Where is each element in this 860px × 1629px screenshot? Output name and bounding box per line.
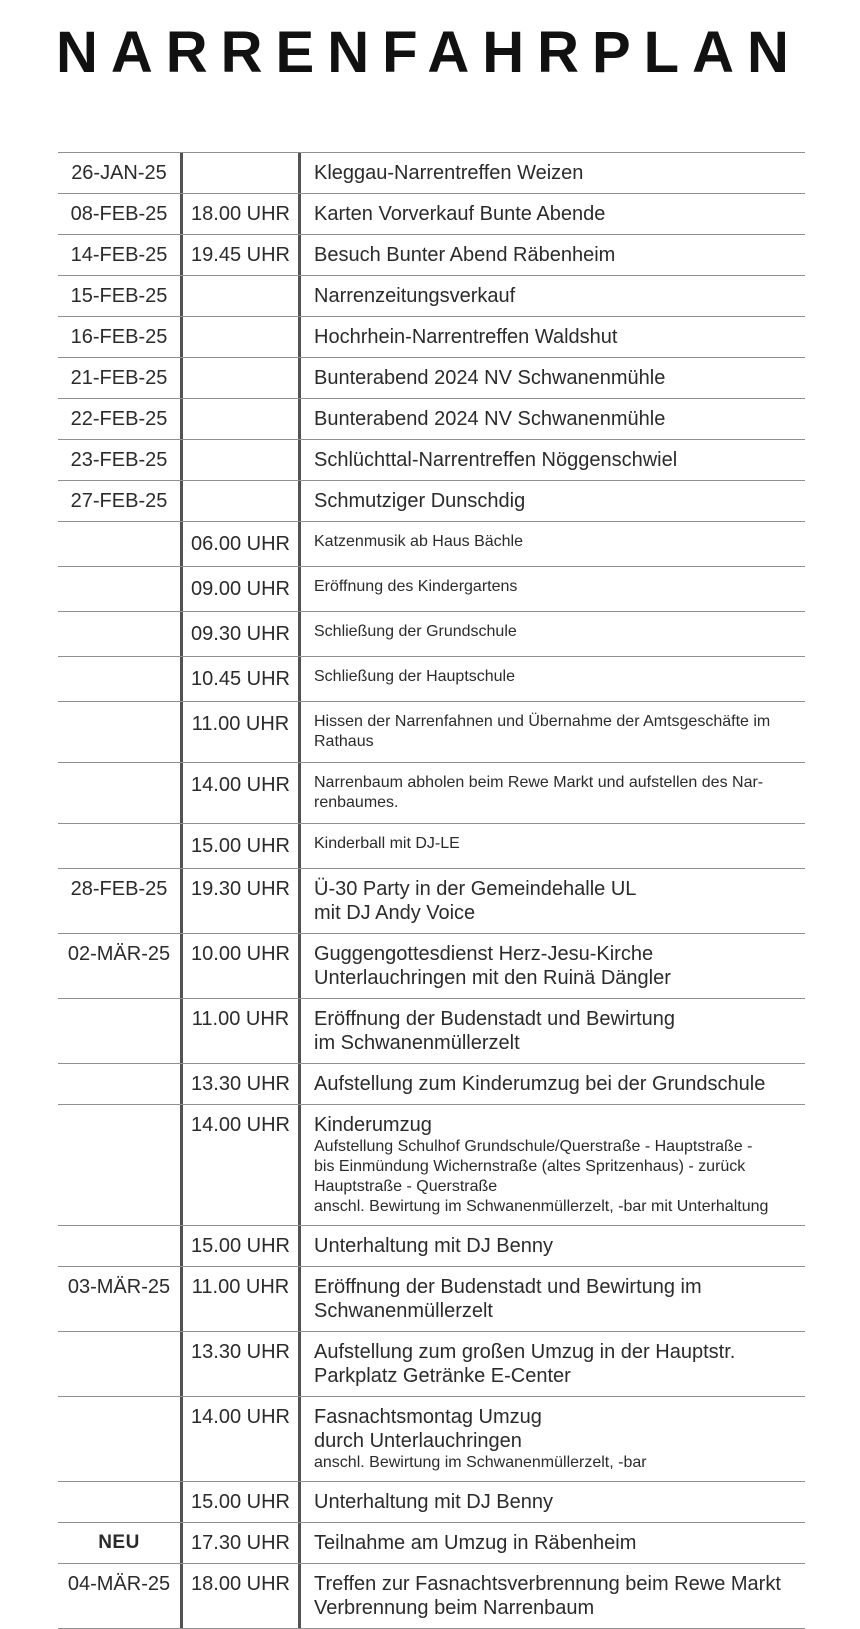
event-line: Narrenbaum abholen beim Rewe Markt und aufstellen des Nar- bbox=[314, 774, 764, 791]
event-line: Aufstellung Schulhof Grundschule/Querstraße - Hauptstraße - bbox=[314, 1138, 753, 1155]
event-line: Schwanenmüllerzelt bbox=[314, 1300, 493, 1322]
time-cell: 14.00 UHR bbox=[180, 1397, 298, 1481]
time-cell: 14.00 UHR bbox=[180, 1105, 298, 1225]
event-line: Bunterabend 2024 NV Schwanenmühle bbox=[314, 408, 666, 430]
event-cell bbox=[298, 358, 805, 398]
schedule-row bbox=[58, 1331, 805, 1396]
event-line: renbaumes. bbox=[314, 794, 399, 811]
event-cell bbox=[298, 567, 805, 611]
schedule-row bbox=[58, 521, 805, 566]
schedule-row bbox=[58, 998, 805, 1063]
time-cell: 13.30 UHR bbox=[180, 1332, 298, 1396]
schedule-row bbox=[58, 439, 805, 480]
time-cell bbox=[180, 358, 298, 398]
date-cell bbox=[58, 763, 180, 823]
event-cell bbox=[298, 440, 805, 480]
schedule-row bbox=[58, 1266, 805, 1331]
time-cell: 10.00 UHR bbox=[180, 934, 298, 998]
date-cell bbox=[58, 612, 180, 656]
event-cell bbox=[298, 194, 805, 234]
time-cell: 11.00 UHR bbox=[180, 1267, 298, 1331]
time-cell: 15.00 UHR bbox=[180, 1226, 298, 1266]
event-cell bbox=[298, 522, 805, 566]
event-line: Parkplatz Getränke E-Center bbox=[314, 1365, 571, 1387]
date-cell bbox=[58, 702, 180, 762]
time-cell: 11.00 UHR bbox=[180, 999, 298, 1063]
date-cell: 21-FEB-25 bbox=[70, 367, 168, 389]
time-cell: 18.00 UHR bbox=[180, 194, 298, 234]
schedule-row bbox=[58, 1396, 805, 1481]
date-cell bbox=[58, 1332, 180, 1396]
schedule-row bbox=[58, 1225, 805, 1266]
event-line: Besuch Bunter Abend Räbenheim bbox=[314, 244, 616, 266]
event-cell bbox=[298, 1564, 805, 1628]
date-cell bbox=[58, 1482, 180, 1522]
date-cell: 16-FEB-25 bbox=[70, 326, 168, 348]
date-cell: 04-MÄR-25 bbox=[67, 1573, 171, 1595]
event-cell bbox=[298, 702, 805, 762]
event-line: Ü-30 Party in der Gemeindehalle UL bbox=[314, 878, 637, 900]
event-line: Treffen zur Fasnachtsverbrennung beim Rewe Markt bbox=[314, 1573, 781, 1595]
event-cell bbox=[298, 999, 805, 1063]
schedule-row bbox=[58, 398, 805, 439]
event-line: Fasnachtsmontag Umzug bbox=[314, 1406, 542, 1428]
schedule-row bbox=[58, 357, 805, 398]
event-line: Eröffnung der Budenstadt und Bewirtung bbox=[314, 1008, 675, 1030]
event-line: bis Einmündung Wichernstraße (altes Spritzenhaus) - zurück bbox=[314, 1158, 746, 1175]
time-cell: 17.30 UHR bbox=[180, 1523, 298, 1563]
event-line: mit DJ Andy Voice bbox=[314, 902, 476, 924]
time-cell: 09.00 UHR bbox=[180, 567, 298, 611]
event-cell bbox=[298, 1332, 805, 1396]
event-line: Schließung der Grundschule bbox=[314, 623, 517, 640]
event-cell bbox=[298, 399, 805, 439]
time-cell bbox=[180, 399, 298, 439]
event-line: Hissen der Narrenfahnen und Übernahme der Amtsgeschäfte im bbox=[314, 713, 771, 730]
event-cell bbox=[298, 1482, 805, 1522]
event-cell bbox=[298, 612, 805, 656]
event-line: Schmutziger Dunschdig bbox=[314, 490, 526, 512]
time-cell bbox=[180, 440, 298, 480]
date-cell bbox=[58, 1105, 180, 1225]
event-line: Eröffnung des Kindergartens bbox=[314, 578, 518, 595]
schedule-table bbox=[58, 152, 805, 1629]
time-cell: 18.00 UHR bbox=[180, 1564, 298, 1628]
event-cell bbox=[298, 1064, 805, 1104]
event-line: Hochrhein-Narrentreffen Waldshut bbox=[314, 326, 618, 348]
date-cell bbox=[58, 824, 180, 868]
event-line: Aufstellung zum großen Umzug in der Hauptstr. bbox=[314, 1341, 736, 1363]
time-cell: 06.00 UHR bbox=[180, 522, 298, 566]
event-line: Bunterabend 2024 NV Schwanenmühle bbox=[314, 367, 666, 389]
event-cell bbox=[298, 934, 805, 998]
schedule-row bbox=[58, 656, 805, 701]
event-cell bbox=[298, 235, 805, 275]
date-cell: 26-JAN-25 bbox=[71, 162, 167, 184]
date-cell: 15-FEB-25 bbox=[70, 285, 168, 307]
schedule-row bbox=[58, 316, 805, 357]
schedule-row bbox=[58, 193, 805, 234]
event-line: Rathaus bbox=[314, 733, 374, 750]
date-cell: NEU bbox=[98, 1532, 140, 1553]
event-cell bbox=[298, 657, 805, 701]
event-line: Unterlauchringen mit den Ruinä Dängler bbox=[314, 967, 671, 989]
event-line: Hauptstraße - Querstraße bbox=[314, 1178, 498, 1195]
event-cell bbox=[298, 763, 805, 823]
date-cell: 03-MÄR-25 bbox=[67, 1276, 171, 1298]
date-cell bbox=[58, 522, 180, 566]
event-line: Kinderball mit DJ-LE bbox=[314, 835, 460, 852]
event-cell bbox=[298, 153, 805, 193]
event-line: Aufstellung zum Kinderumzug bei der Grundschule bbox=[314, 1073, 766, 1095]
time-cell: 15.00 UHR bbox=[180, 824, 298, 868]
date-cell: 28-FEB-25 bbox=[70, 878, 168, 900]
schedule-row bbox=[58, 1481, 805, 1522]
event-line: Verbrennung beim Narrenbaum bbox=[314, 1597, 595, 1619]
schedule-row bbox=[58, 611, 805, 656]
event-line: durch Unterlauchringen bbox=[314, 1430, 522, 1452]
event-cell bbox=[298, 317, 805, 357]
date-cell: 27-FEB-25 bbox=[70, 490, 168, 512]
date-cell bbox=[58, 567, 180, 611]
date-cell bbox=[58, 1226, 180, 1266]
event-line: Guggengottesdienst Herz-Jesu-Kirche bbox=[314, 943, 654, 965]
event-cell bbox=[298, 1226, 805, 1266]
event-line: im Schwanenmüllerzelt bbox=[314, 1032, 520, 1054]
date-cell: 02-MÄR-25 bbox=[67, 943, 171, 965]
time-cell: 19.30 UHR bbox=[180, 869, 298, 933]
time-cell: 10.45 UHR bbox=[180, 657, 298, 701]
date-cell: 22-FEB-25 bbox=[70, 408, 168, 430]
time-cell bbox=[180, 153, 298, 193]
schedule-row bbox=[58, 566, 805, 611]
date-cell bbox=[58, 657, 180, 701]
time-cell bbox=[180, 276, 298, 316]
event-cell bbox=[298, 869, 805, 933]
event-line: Narrenzeitungsverkauf bbox=[314, 285, 516, 307]
event-cell bbox=[298, 1523, 805, 1563]
event-line: Kleggau-Narrentreffen Weizen bbox=[314, 162, 584, 184]
date-cell bbox=[58, 1397, 180, 1481]
event-line: Karten Vorverkauf Bunte Abende bbox=[314, 203, 606, 225]
event-cell bbox=[298, 824, 805, 868]
event-cell bbox=[298, 481, 805, 521]
event-line: anschl. Bewirtung im Schwanenmüllerzelt, -bar bbox=[314, 1454, 647, 1471]
schedule-row bbox=[58, 1522, 805, 1563]
schedule-row bbox=[58, 1104, 805, 1225]
schedule-row bbox=[58, 762, 805, 823]
event-line: Schlüchttal-Narrentreffen Nöggenschwiel bbox=[314, 449, 678, 471]
event-line: Unterhaltung mit DJ Benny bbox=[314, 1491, 554, 1513]
time-cell bbox=[180, 481, 298, 521]
schedule-row bbox=[58, 152, 805, 193]
time-cell: 13.30 UHR bbox=[180, 1064, 298, 1104]
date-cell: 23-FEB-25 bbox=[70, 449, 168, 471]
schedule-row bbox=[58, 275, 805, 316]
date-cell: 08-FEB-25 bbox=[70, 203, 168, 225]
time-cell: 09.30 UHR bbox=[180, 612, 298, 656]
date-cell: 14-FEB-25 bbox=[70, 244, 168, 266]
schedule-row bbox=[58, 1063, 805, 1104]
time-cell: 15.00 UHR bbox=[180, 1482, 298, 1522]
date-cell bbox=[58, 1064, 180, 1104]
event-cell bbox=[298, 276, 805, 316]
schedule-row bbox=[58, 1563, 805, 1628]
event-line: Schließung der Hauptschule bbox=[314, 668, 516, 685]
event-line: Kinderumzug bbox=[314, 1114, 432, 1136]
event-line: Katzenmusik ab Haus Bächle bbox=[314, 533, 523, 550]
schedule-row bbox=[58, 701, 805, 762]
time-cell: 19.45 UHR bbox=[180, 235, 298, 275]
event-cell bbox=[298, 1105, 805, 1225]
page-title: NARRENFAHRPLAN bbox=[56, 20, 802, 85]
event-line: anschl. Bewirtung im Schwanenmüllerzelt, -bar mit Unterhaltung bbox=[314, 1198, 769, 1215]
time-cell: 14.00 UHR bbox=[180, 763, 298, 823]
schedule-row bbox=[58, 234, 805, 275]
schedule-row bbox=[58, 868, 805, 933]
event-line: Unterhaltung mit DJ Benny bbox=[314, 1235, 554, 1257]
event-line: Eröffnung der Budenstadt und Bewirtung im bbox=[314, 1276, 702, 1298]
schedule-row bbox=[58, 823, 805, 868]
schedule-row bbox=[58, 933, 805, 998]
date-cell bbox=[58, 999, 180, 1063]
event-line: Teilnahme am Umzug in Räbenheim bbox=[314, 1532, 637, 1554]
time-cell bbox=[180, 317, 298, 357]
event-cell bbox=[298, 1267, 805, 1331]
time-cell: 11.00 UHR bbox=[180, 702, 298, 762]
event-cell bbox=[298, 1397, 805, 1481]
schedule-row bbox=[58, 480, 805, 521]
